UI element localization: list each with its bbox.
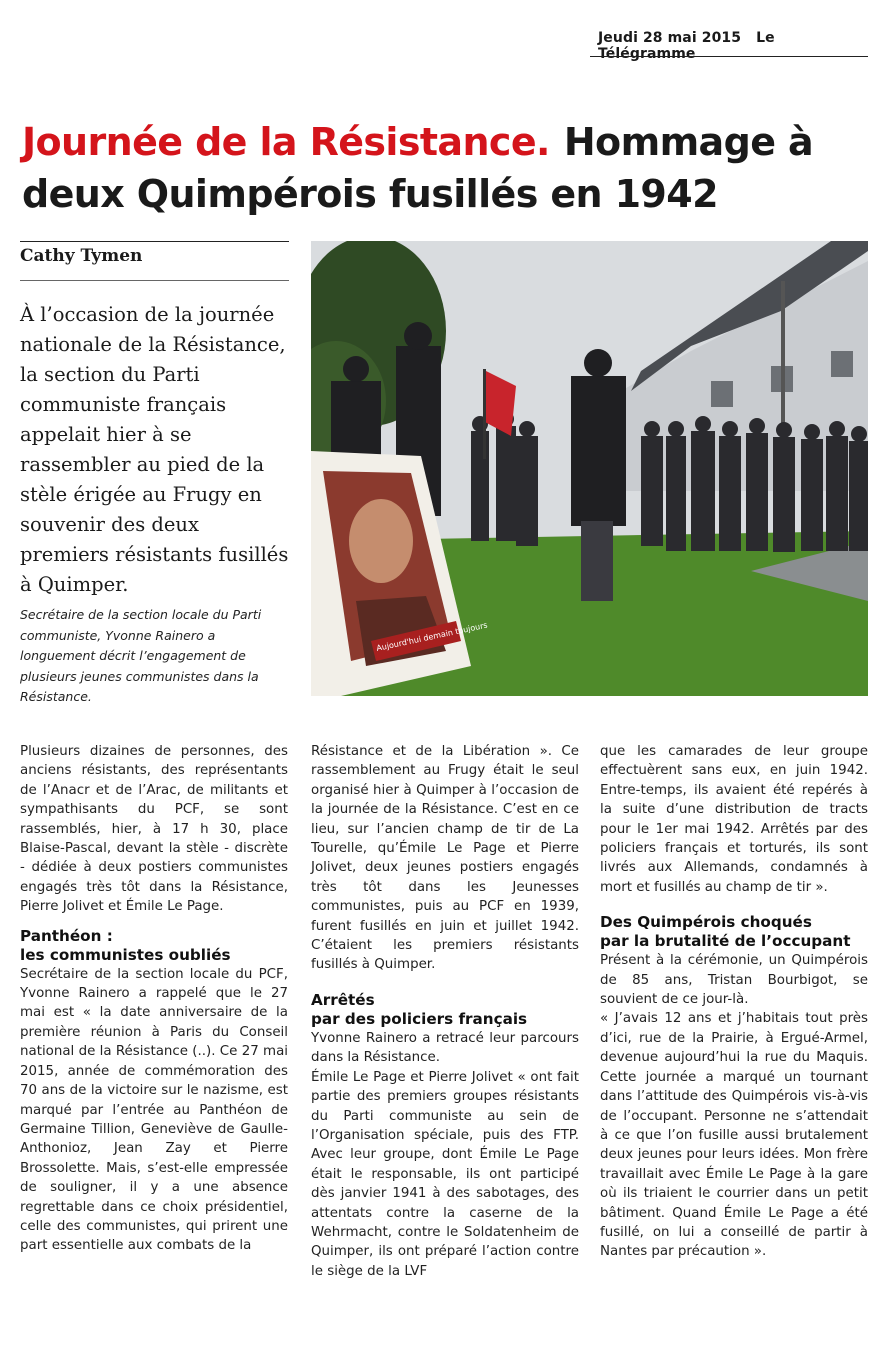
byline: Cathy Tymen xyxy=(20,246,143,266)
poster-text: Aujourd'hui demain toujours xyxy=(375,620,489,653)
masthead xyxy=(598,30,868,62)
col3-paragraph-1: que les camarades de leur groupe effectuèrent sans eux, en juin 1942. Entre-temps, ils avaient été repérés à la suite d’une distribution de tracts pour le 1er mai 1942. Arrêtés par des policiers français et torturés, ils sont livrés aux Allemands, condamnés à mort et fusillés au champ de tir ». xyxy=(600,744,868,895)
byline-rule-bottom xyxy=(20,280,289,281)
col3-subhead xyxy=(600,913,868,951)
masthead-date: Jeudi 28 mai 2015 xyxy=(598,30,742,46)
col2-subhead-line-1: Arrêtés xyxy=(311,990,375,1009)
article-column-3 xyxy=(600,742,868,1262)
col2-paragraph-2: Yvonne Rainero a retracé leur parcours dans la Résistance. xyxy=(311,1030,579,1066)
lead-paragraph: À l’occasion de la journée nationale de la Résistance, la section du Parti communiste français appelait hier à se rassembler au pied de la stèle érigée au Frugy en souvenir des deux premiers résistants fusillés à Quimper. xyxy=(20,303,289,596)
col1-subhead-line-2: les communistes oubliés xyxy=(20,945,231,964)
col3-paragraph-2: Présent à la cérémonie, un Quimpérois de 85 ans, Tristan Bourbigot, se souvient de ce jour-là. xyxy=(600,953,868,1008)
col1-subhead xyxy=(20,927,288,965)
photo-crowd xyxy=(471,411,868,552)
article-column-1 xyxy=(20,742,288,1256)
masthead-rule xyxy=(590,56,868,57)
photo-caption: Secrétaire de la section locale du Parti communiste, Yvonne Rainero a longuement décrit l’engagement de plusieurs jeunes communistes dans la Résistance. xyxy=(20,607,262,704)
newspaper-name: Le Télégramme xyxy=(598,30,775,62)
col1-paragraph-2: Secrétaire de la section locale du PCF, Yvonne Rainero a rappelé que le 27 mai est « la date anniversaire de la première réunion à Paris du Conseil national de la Résistance (..). Ce 27 mai 2015, année de commémoration des 70 ans de la victoire sur le nazisme, est marqué par l’entrée au Panthéon de Germaine Tillion, Geneviève de Gaulle-Anthonioz, Jean Zay et Pierre Brossolette. Mais, s’est-elle empressée de souligner, il y a une absence regrettable dans ce choix présidentiel, celle des communistes, qui prirent une part essentielle aux combats de la xyxy=(20,966,288,1254)
col2-subhead-line-2: par des policiers français xyxy=(311,1009,528,1028)
col3-subhead-line-2: par la brutalité de l’occupant xyxy=(600,932,851,951)
col1-subhead-line-1: Panthéon : xyxy=(20,926,113,945)
headline-kicker: Journée de la Résistance. xyxy=(22,120,550,164)
ceremony-photo xyxy=(311,241,868,696)
article-column-2 xyxy=(311,742,579,1281)
col3-paragraph-3: « J’avais 12 ans et j’habitais tout près d’ici, rue de la Prairie, à Ergué-Armel, devenue aujourd’hui la rue du Maquis. Cette journée a marqué un tournant dans l’attitude des Quimpérois vis-à-vis de l’occupant. Personne ne s’attendait à ce que l’on fusille aussi brutalement deux jeunes pour leurs idées. Mon frère travaillait avec Émile Le Page à la gare où ils triaient le courrier dans un petit bâtiment. Quand Émile Le Page a été fusillé, on lui a conseillé de partir à Nantes par précaution ». xyxy=(600,1011,868,1260)
ceremony-photo-illustration xyxy=(311,241,868,696)
col1-paragraph-1: Plusieurs dizaines de personnes, des anciens résistants, des représentants de l’Anacr et de l’Arac, de militants et sympathisants du PCF, se sont rassemblés, hier, à 17 h 30, place Blaise-Pascal, devant la stèle - discrète - dédiée à deux postiers communistes engagés très tôt dans la Résistance, Pierre Jolivet et Émile Le Page. xyxy=(20,744,288,915)
col2-paragraph-3: Émile Le Page et Pierre Jolivet « ont fait partie des premiers groupes résistants du Parti communiste au sein de l’Organisation spéciale, puis des FTP. Avec leur groupe, dont Émile Le Page était le responsable, ils ont participé dès janvier 1941 à des sabotages, des attentats contre la caserne de la Wehrmacht, contre le Soldatenheim de Quimper, ils ont préparé l’action contre le siège de la LVF xyxy=(311,1069,579,1279)
headline xyxy=(22,116,882,220)
col3-subhead-line-1: Des Quimpérois choqués xyxy=(600,913,812,932)
headline-title: Hommage à deux Quimpérois fusillés en 1942 xyxy=(22,120,814,216)
col2-subhead xyxy=(311,991,579,1029)
col2-paragraph-1: Résistance et de la Libération ». Ce rassemblement au Frugy était le seul organisé hier à Quimper à l’occasion de la journée de la Résistance. C’est en ce lieu, sur l’ancien champ de tir de La Tourelle, qu’Émile Le Page et Pierre Jolivet, deux jeunes postiers engagés très tôt dans les Jeunesses communistes, puis au PCF en 1939, furent fusillés en juin et juillet 1942. C’étaient les premiers résistants fusillés à Quimper. xyxy=(311,744,579,973)
byline-rule-top xyxy=(20,241,289,242)
